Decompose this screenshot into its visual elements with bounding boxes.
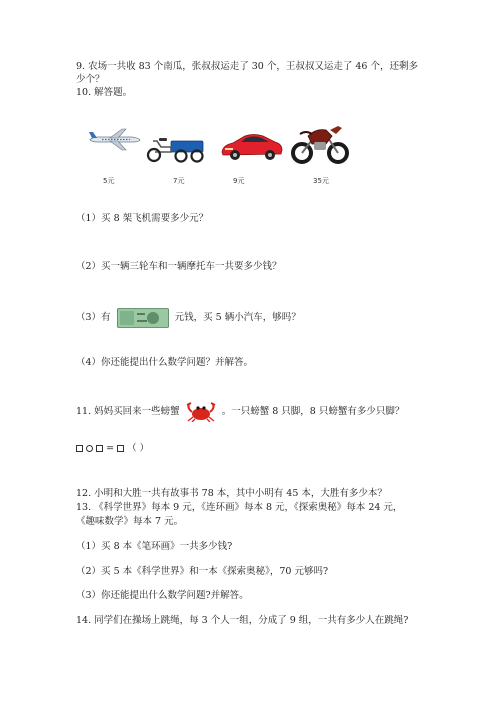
motorcycle-price: 35元 [313,177,329,185]
q13-sub-1: （1）买 8 本《笔环画》一共多少钱? [76,541,233,552]
q10-sub-4: （4）你还能提出什么数学问题？并解答。 [76,357,254,368]
q10-sub-3-after: 元钱，买 5 辆小汽车，够吗？ [174,312,301,323]
q10-sub-3-before: （3）有 [76,312,111,323]
airplane-price: 5元 [103,177,115,185]
unit-blank: （ ） [127,443,150,454]
q13-sub-3: （3）你还能提出什么数学问题?并解答。 [76,590,249,601]
banknote-icon [117,308,169,328]
question-12: 12. 小明和大胜一共有故事书 78 本，其中小明有 45 本，大胜有多少本？ [76,488,387,499]
q11-before: 11. 妈妈买回来一些螃蟹 [76,406,180,417]
crab-icon [185,402,217,422]
q9-line-2: 少个？ [76,74,105,85]
sports-car-icon [219,130,285,162]
q9-line-1: 9. 农场一共收 83 个南瓜，张叔叔运走了 30 个，王叔叔又运走了 46 个，还剩多 [76,61,418,72]
tricycle-icon [145,135,209,163]
airplane-icon [86,128,142,152]
q10-title: 10. 解答题。 [76,87,133,98]
tricycle-price: 7元 [173,177,185,185]
q13-sub-2: （2）买 5 本《科学世界》和一本《探索奥秘》，70 元够吗? [76,566,329,577]
q13-line-2: 《趣味数学》每本 7 元。 [76,516,184,527]
q11-text [76,400,404,424]
answer-box[interactable] [117,445,124,452]
q10-sub-1: （1）买 8 架飞机需要多少元？ [76,213,209,224]
question-14: 14. 同学们在操场上跳绳，每 3 个人一组，分成了 9 组，一共有多少人在跳绳? [76,615,409,626]
q10-sub-3 [76,306,301,330]
answer-box[interactable] [96,445,103,452]
motorcycle-icon [290,120,350,164]
car-price: 9元 [233,177,245,185]
q11-equation [76,443,149,455]
operator-circle[interactable] [86,445,93,452]
answer-box[interactable] [76,445,83,452]
q10-sub-2: （2）买一辆三轮车和一辆摩托车一共要多少钱？ [76,261,282,272]
q11-after: 。一只螃蟹 8 只脚，8 只螃蟹有多少只脚？ [221,406,405,417]
q13-line-1: 13. 《科学世界》每本 9 元，《连环画》每本 8 元，《探索奥秘》每本 24 元， [76,502,403,513]
equals-sign: = [106,443,115,454]
